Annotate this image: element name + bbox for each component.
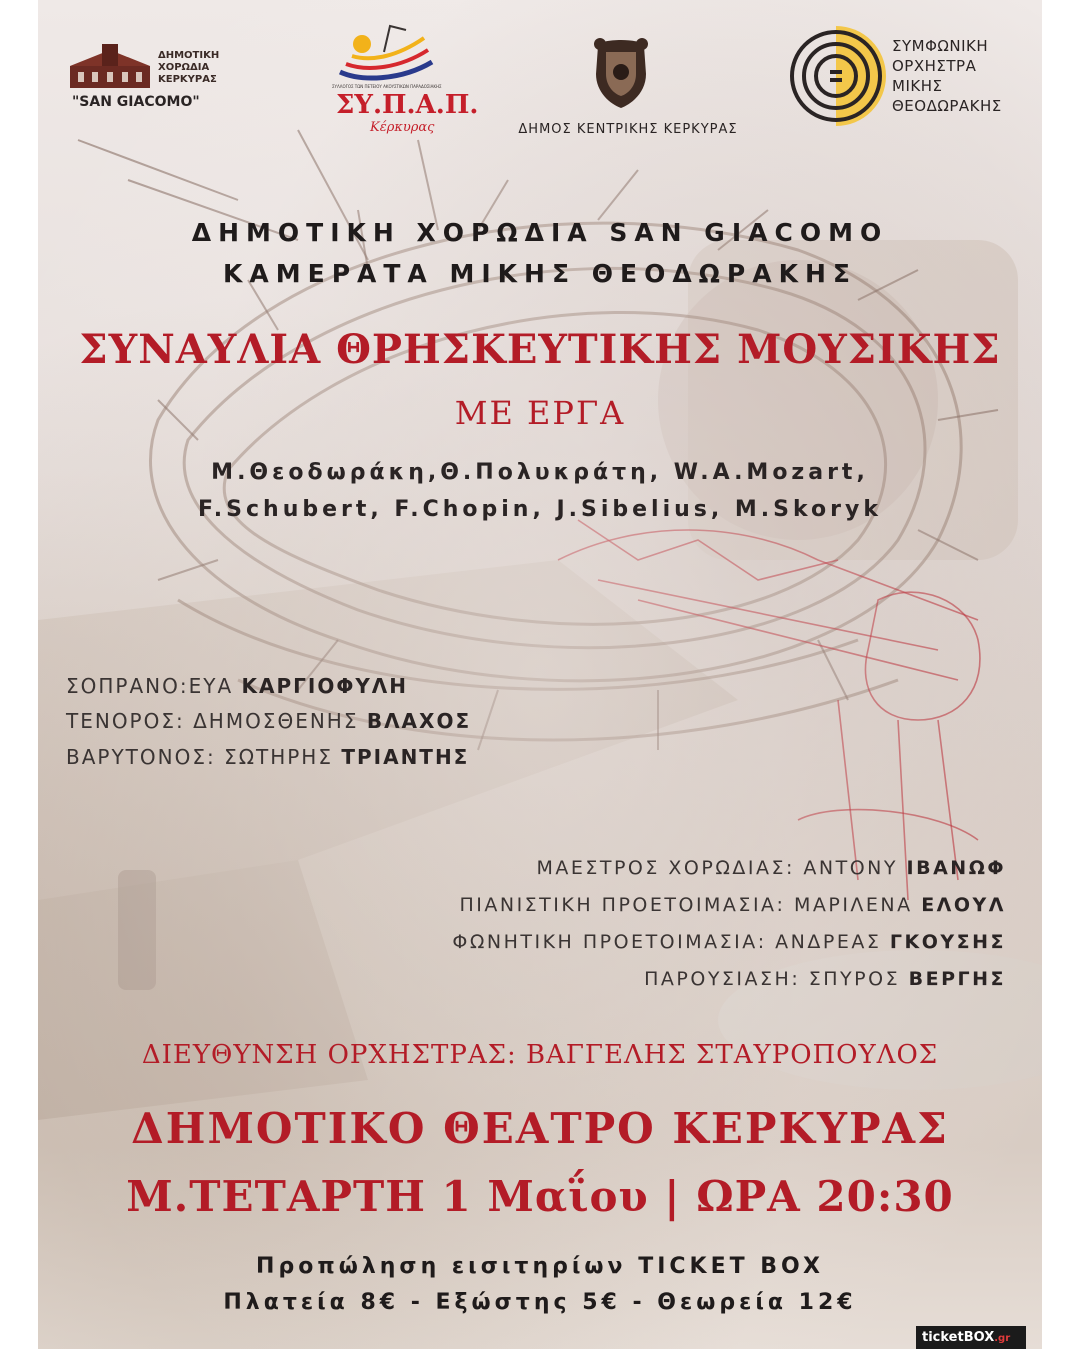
record-disc-icon [788,24,888,128]
composers-line-2: F.Schubert, F.Chopin, J.Sibelius, M.Skoryk [198,497,882,522]
ticketbox-badge-suffix: .gr [994,1333,1011,1344]
sypap-logo-small: ΣΥΛΛΟΓΟΣ ΤΩΝ ΠΕΤΕΙΟΥ ΑΚΟΥΣΤΙΚΩΝ ΠΑΡΑΔΟΣΙΑΚΗΣ [332,84,442,89]
choir-logo-line3: ΚΕΡΚΥΡΑΣ [158,74,217,85]
organizer-line-2: ΚΑΜΕΡΑΤΑ ΜΙΚΗΣ ΘΕΟΔΩΡΑΚΗΣ [223,259,857,288]
ticketbox-badge-name: ticketBOX [922,1330,995,1345]
event-title: ΣΥΝΑΥΛΙΑ ΘΡΗΣΚΕΥΤΙΚΗΣ ΜΟΥΣΙΚΗΣ [79,326,1001,373]
venue: ΔΗΜΟΤΙΚΟ ΘΕΑΤΡΟ ΚΕΡΚΥΡΑΣ [131,1104,949,1153]
soloist-tenor [66,709,471,733]
municipality-logo-name: ΔΗΜΟΣ ΚΕΝΤΡΙΚΗΣ ΚΕΡΚΥΡΑΣ [518,122,738,137]
conductor: ΔΙΕΥΘΥΝΣΗ ΟΡΧΗΣΤΡΑΣ: ΒΑΓΓΕΛΗΣ ΣΤΑΥΡΟΠΟΥΛΟΣ [141,1040,939,1070]
orchestra-logo-line2: ΟΡΧΗΣΤΡΑ [892,57,977,75]
credit-role: ΠΑΡΟΥΣΙΑΣΗ: ΣΠΥΡΟΣ [644,968,909,990]
orchestra-logo [788,24,1038,134]
credit-role: ΠΙΑΝΙΣΤΙΚΗ ΠΡΟΕΤΟΙΜΑΣΙΑ: ΜΑΡΙΛΕΝΑ [459,894,922,916]
crest-icon [590,34,652,110]
orchestra-logo-line3: ΜΙΚΗΣ [892,77,943,95]
date-time: Μ.ΤΕΤΑΡΤΗ 1 Μαΐου | ΩΡΑ 20:30 [126,1172,954,1221]
soloist-surname: ΒΛΑΧΟΣ [366,709,472,733]
ticketbox-badge [916,1326,1026,1349]
credit-role: ΦΩΝΗΤΙΚΗ ΠΡΟΕΤΟΙΜΑΣΙΑ: ΑΝΔΡΕΑΣ [452,931,890,953]
church-building-icon [66,44,154,92]
soloist-role: ΣΟΠΡΑΝΟ:ΕΥΑ [66,674,242,698]
municipality-logo [478,34,778,144]
credit-surname: ΙΒΑΝΩΦ [906,857,1006,879]
credit-presenter [644,968,1006,990]
orchestra-logo-line4: ΘΕΟΔΩΡΑΚΗΣ [892,97,1002,115]
ticket-presale: Προπώληση εισιτηρίων TICKET BOX [256,1254,824,1279]
credit-vocal-coach [452,931,1006,953]
organizer-line-1: ΔΗΜΟΤΙΚΗ ΧΟΡΩΔΙΑ SAN GIACOMO [191,218,889,247]
concert-poster [38,0,1042,1349]
ticket-prices: Πλατεία 8€ - Εξώστης 5€ - Θεωρεία 12€ [223,1290,857,1315]
event-subtitle: ΜΕ ΕΡΓΑ [454,394,626,432]
choir-logo-name: "SAN GIACOMO" [72,94,200,110]
credit-piano-coach [459,894,1006,916]
credit-surname: ΕΛΟΥΛ [921,894,1006,916]
sypap-logo [318,22,479,137]
composers-line-1: Μ.Θεοδωράκη,Θ.Πολυκράτη, W.A.Mozart, [211,460,869,485]
credit-surname: ΓΚΟΥΣΗΣ [889,931,1006,953]
soloist-surname: ΚΑΡΓΙΟΦΥΛΗ [241,674,409,698]
soloist-role: ΤΕΝΟΡΟΣ: ΔΗΜΟΣΘΕΝΗΣ [66,709,367,733]
sypap-logo-name: ΣΥ.Π.Α.Π. [336,90,479,120]
credit-role: ΜΑΕΣΤΡΟΣ ΧΟΡΩΔΙΑΣ: ΑΝΤΟΝΥ [536,857,907,879]
choir-logo [66,40,220,115]
credit-choir-master [536,857,1006,879]
soloist-surname: ΤΡΙΑΝΤΗΣ [341,745,470,769]
music-swirl-icon [332,22,442,84]
soloist-baritone [66,745,469,769]
choir-logo-line1: ΔΗΜΟΤΙΚΗ [158,50,220,61]
orchestra-logo-line1: ΣΥΜΦΩΝΙΚΗ [892,37,989,55]
choir-logo-line2: ΧΟΡΩΔΙΑ [158,62,210,73]
soloist-role: ΒΑΡΥΤΟΝΟΣ: ΣΩΤΗΡΗΣ [66,745,342,769]
soloist-soprano [66,674,408,698]
credit-surname: ΒΕΡΓΗΣ [908,968,1006,990]
sypap-logo-sub: Κέρκυρας [370,120,435,135]
